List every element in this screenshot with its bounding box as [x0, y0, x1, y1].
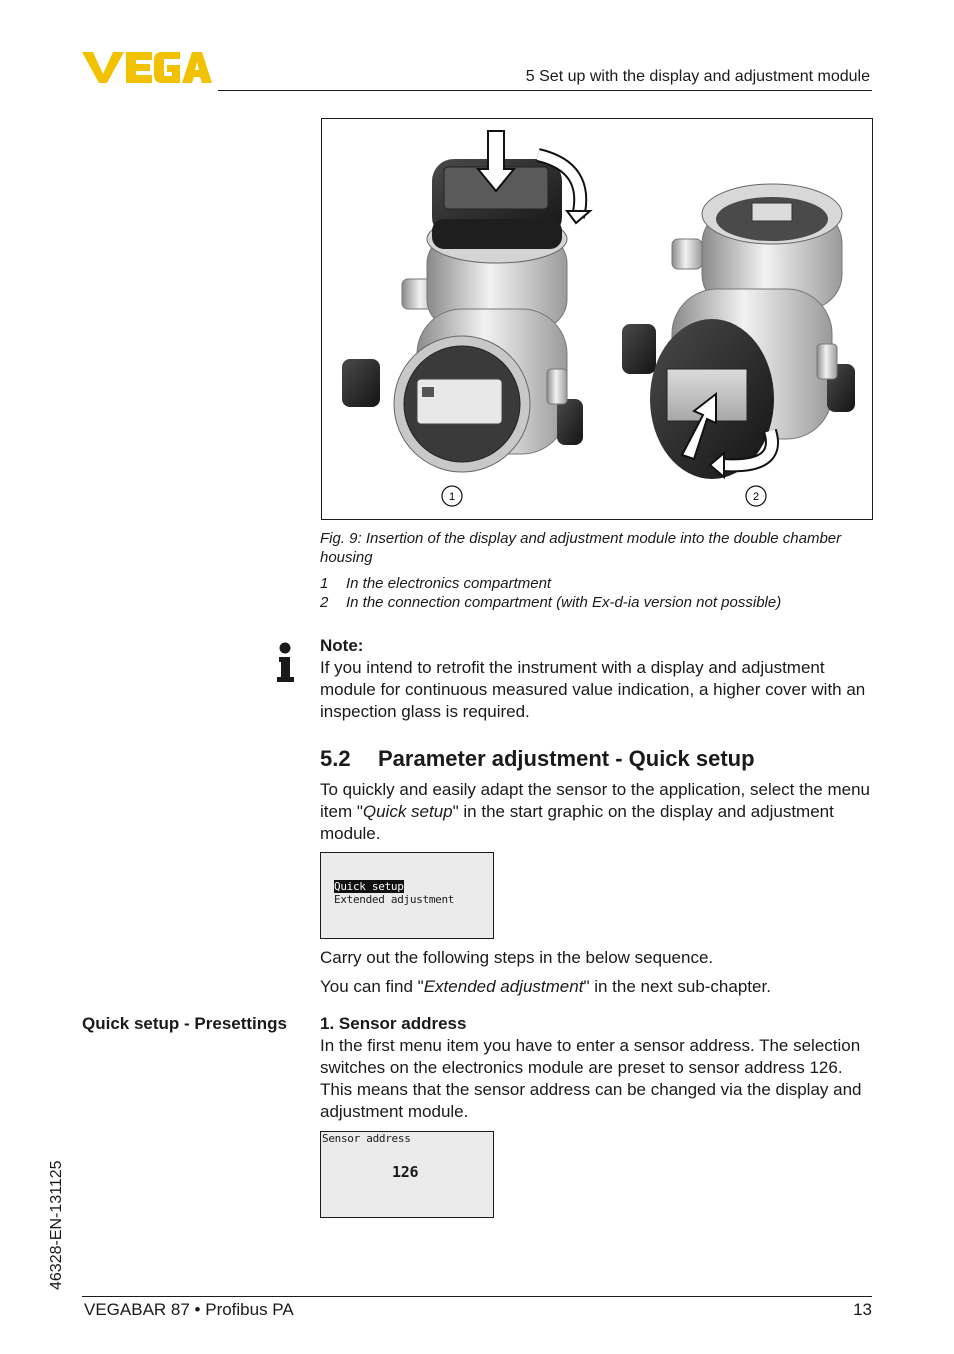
running-header: 5 Set up with the display and adjustment module — [525, 68, 870, 85]
section-number: 5.2 — [320, 746, 351, 771]
housing-right — [622, 184, 855, 479]
find-paragraph: You can find "Extended adjustment" in the next sub-chapter. — [320, 977, 771, 996]
callout-label-2: 2 — [752, 491, 760, 503]
section-heading — [320, 746, 755, 772]
lcd-address-display — [320, 1131, 494, 1218]
header-rule — [218, 90, 872, 91]
legend-item: 1 In the electronics compartment — [320, 575, 552, 592]
housing-illustration — [322, 119, 872, 519]
lcd-menu-quick-setup: Quick setup — [334, 880, 404, 893]
page-number: 13 — [853, 1300, 872, 1319]
legend-item: 2 In the connection compartment (with Ex-d-ia version not possible) — [320, 594, 782, 611]
lcd-address-value: 126 — [392, 1163, 419, 1181]
sidebar-label: Quick setup - Presettings — [82, 1014, 287, 1033]
figure-frame — [321, 118, 873, 520]
footer-product: VEGABAR 87 • Profibus PA — [84, 1300, 294, 1319]
callout-label-1: 1 — [448, 491, 456, 503]
note-title: Note: — [320, 636, 364, 655]
figure-caption: Fig. 9: Insertion of the display and adjustment module into the double chamber housing — [320, 530, 842, 566]
footer-rule — [82, 1296, 872, 1297]
document-id: 46328-EN-131125 — [48, 1160, 65, 1290]
step1-body: In the first menu item you have to enter a sensor address. The selection switches on the electronics module are preset to sensor address 126. This means that the sensor address can be changed via the display and adjustment module. — [320, 1036, 862, 1121]
housing-left — [342, 159, 583, 472]
lcd-address-label: Sensor address — [322, 1132, 411, 1145]
section-title: Parameter adjustment - Quick setup — [378, 746, 755, 771]
step1-title: 1. Sensor address — [320, 1014, 467, 1033]
lcd-menu-display — [320, 852, 494, 939]
steps-paragraph: Carry out the following steps in the below sequence. — [320, 948, 714, 967]
lcd-menu-extended-adjustment: Extended adjustment — [334, 893, 455, 906]
info-icon — [274, 642, 296, 684]
figure-legend — [320, 574, 781, 612]
vega-logo — [82, 50, 212, 86]
note-body: If you intend to retrofit the instrument with a display and adjustment module for continuous measured value indication, a higher cover with an inspection glass is required. — [320, 658, 866, 721]
intro-paragraph: To quickly and easily adapt the sensor to the application, select the menu item "Quick setup" in the start graphic on the display and adjustment module. — [320, 780, 871, 843]
